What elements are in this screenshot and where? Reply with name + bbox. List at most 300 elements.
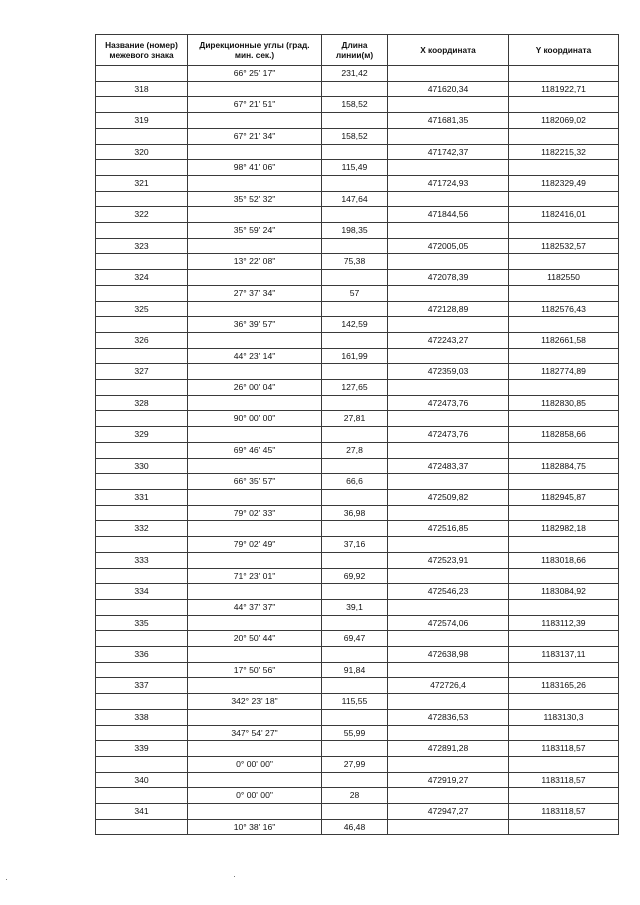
- name-cell: [96, 380, 188, 396]
- angle-cell: [188, 238, 322, 254]
- point-name-cell: 340: [96, 772, 188, 788]
- angle-cell: 69° 46' 45": [188, 442, 322, 458]
- coordinates-table: [95, 34, 619, 835]
- name-cell: [96, 191, 188, 207]
- length-cell: [322, 144, 388, 160]
- angle-cell: [188, 395, 322, 411]
- angle-cell: [188, 772, 322, 788]
- y-cell: [509, 756, 619, 772]
- y-cell: [509, 537, 619, 553]
- x-cell: [388, 348, 509, 364]
- x-cell: 472523,91: [388, 552, 509, 568]
- segment-row: [96, 285, 619, 301]
- y-cell: [509, 694, 619, 710]
- length-cell: [322, 615, 388, 631]
- x-cell: 472243,27: [388, 332, 509, 348]
- angle-cell: [188, 709, 322, 725]
- length-cell: 198,35: [322, 223, 388, 239]
- length-cell: 27,8: [322, 442, 388, 458]
- length-cell: [322, 427, 388, 443]
- length-cell: [322, 238, 388, 254]
- segment-row: [96, 411, 619, 427]
- y-cell: 1183084,92: [509, 584, 619, 600]
- segment-row: [96, 380, 619, 396]
- point-name-cell: 329: [96, 427, 188, 443]
- length-cell: [322, 301, 388, 317]
- length-cell: 115,55: [322, 694, 388, 710]
- name-cell: [96, 694, 188, 710]
- angle-cell: 67° 21' 51": [188, 97, 322, 113]
- length-cell: [322, 81, 388, 97]
- x-cell: 471844,56: [388, 207, 509, 223]
- x-cell: [388, 191, 509, 207]
- x-cell: 472483,37: [388, 458, 509, 474]
- segment-row: [96, 819, 619, 835]
- x-cell: [388, 694, 509, 710]
- x-cell: 472473,76: [388, 395, 509, 411]
- x-cell: 471742,37: [388, 144, 509, 160]
- name-cell: [96, 819, 188, 835]
- name-cell: [96, 662, 188, 678]
- x-cell: [388, 568, 509, 584]
- point-name-cell: 323: [96, 238, 188, 254]
- length-cell: [322, 804, 388, 820]
- segment-row: [96, 788, 619, 804]
- angle-cell: 0° 00' 00": [188, 756, 322, 772]
- length-cell: 39,1: [322, 599, 388, 615]
- y-cell: [509, 348, 619, 364]
- segment-row: [96, 66, 619, 82]
- segment-row: [96, 191, 619, 207]
- x-cell: 472891,28: [388, 741, 509, 757]
- y-cell: 1183118,57: [509, 772, 619, 788]
- point-row: [96, 678, 619, 694]
- name-cell: [96, 317, 188, 333]
- x-cell: [388, 756, 509, 772]
- angle-cell: 66° 35' 57": [188, 474, 322, 490]
- angle-cell: [188, 301, 322, 317]
- y-cell: [509, 285, 619, 301]
- segment-row: [96, 474, 619, 490]
- point-name-cell: 331: [96, 489, 188, 505]
- y-cell: [509, 66, 619, 82]
- length-cell: 69,47: [322, 631, 388, 647]
- header-name: Название (номер) межевого знака: [96, 35, 188, 66]
- length-cell: [322, 521, 388, 537]
- point-row: [96, 332, 619, 348]
- point-row: [96, 207, 619, 223]
- point-name-cell: 339: [96, 741, 188, 757]
- point-row: [96, 584, 619, 600]
- length-cell: 27,99: [322, 756, 388, 772]
- angle-cell: 79° 02' 49": [188, 537, 322, 553]
- name-cell: [96, 285, 188, 301]
- length-cell: 75,38: [322, 254, 388, 270]
- point-row: [96, 364, 619, 380]
- x-cell: 472836,53: [388, 709, 509, 725]
- y-cell: [509, 474, 619, 490]
- x-cell: [388, 505, 509, 521]
- length-cell: [322, 175, 388, 191]
- x-cell: 472005,05: [388, 238, 509, 254]
- angle-cell: [188, 270, 322, 286]
- table-body: [96, 66, 619, 835]
- name-cell: [96, 505, 188, 521]
- segment-row: [96, 694, 619, 710]
- point-name-cell: 333: [96, 552, 188, 568]
- angle-cell: 27° 37' 34": [188, 285, 322, 301]
- x-cell: 472078,39: [388, 270, 509, 286]
- point-name-cell: 326: [96, 332, 188, 348]
- segment-row: [96, 662, 619, 678]
- y-cell: 1182215,32: [509, 144, 619, 160]
- length-cell: [322, 207, 388, 223]
- header-y: Y координата: [509, 35, 619, 66]
- segment-row: [96, 128, 619, 144]
- y-cell: 1183112,39: [509, 615, 619, 631]
- length-cell: 147,64: [322, 191, 388, 207]
- y-cell: [509, 128, 619, 144]
- name-cell: [96, 66, 188, 82]
- y-cell: [509, 788, 619, 804]
- name-cell: [96, 128, 188, 144]
- angle-cell: 20° 50' 44": [188, 631, 322, 647]
- length-cell: [322, 772, 388, 788]
- length-cell: [322, 270, 388, 286]
- segment-row: [96, 725, 619, 741]
- x-cell: [388, 442, 509, 458]
- segment-row: [96, 317, 619, 333]
- y-cell: 1183165,26: [509, 678, 619, 694]
- length-cell: [322, 584, 388, 600]
- y-cell: 1182069,02: [509, 113, 619, 129]
- segment-row: [96, 442, 619, 458]
- x-cell: [388, 317, 509, 333]
- point-name-cell: 325: [96, 301, 188, 317]
- point-row: [96, 144, 619, 160]
- x-cell: 471620,34: [388, 81, 509, 97]
- angle-cell: 342° 23' 18": [188, 694, 322, 710]
- angle-cell: 67° 21' 34": [188, 128, 322, 144]
- x-cell: 472546,23: [388, 584, 509, 600]
- x-cell: [388, 66, 509, 82]
- angle-cell: [188, 427, 322, 443]
- length-cell: [322, 709, 388, 725]
- segment-row: [96, 97, 619, 113]
- angle-cell: 98° 41' 06": [188, 160, 322, 176]
- length-cell: 66,6: [322, 474, 388, 490]
- y-cell: [509, 599, 619, 615]
- y-cell: 1182550: [509, 270, 619, 286]
- length-cell: [322, 113, 388, 129]
- length-cell: 161,99: [322, 348, 388, 364]
- angle-cell: [188, 584, 322, 600]
- point-name-cell: 320: [96, 144, 188, 160]
- point-row: [96, 301, 619, 317]
- y-cell: 1182416,01: [509, 207, 619, 223]
- angle-cell: [188, 207, 322, 223]
- point-row: [96, 615, 619, 631]
- y-cell: [509, 411, 619, 427]
- x-cell: 472473,76: [388, 427, 509, 443]
- x-cell: [388, 725, 509, 741]
- angle-cell: [188, 489, 322, 505]
- angle-cell: [188, 552, 322, 568]
- point-name-cell: 322: [96, 207, 188, 223]
- x-cell: [388, 631, 509, 647]
- y-cell: 1183118,57: [509, 741, 619, 757]
- y-cell: 1183018,66: [509, 552, 619, 568]
- point-name-cell: 336: [96, 647, 188, 663]
- point-name-cell: 337: [96, 678, 188, 694]
- segment-row: [96, 756, 619, 772]
- x-cell: 472128,89: [388, 301, 509, 317]
- name-cell: [96, 411, 188, 427]
- length-cell: 28: [322, 788, 388, 804]
- angle-cell: [188, 615, 322, 631]
- angle-cell: 17° 50' 56": [188, 662, 322, 678]
- point-name-cell: 319: [96, 113, 188, 129]
- angle-cell: 0° 00' 00": [188, 788, 322, 804]
- length-cell: 158,52: [322, 128, 388, 144]
- angle-cell: 35° 52' 32": [188, 191, 322, 207]
- length-cell: [322, 395, 388, 411]
- point-name-cell: 328: [96, 395, 188, 411]
- point-name-cell: 332: [96, 521, 188, 537]
- angle-cell: [188, 647, 322, 663]
- length-cell: [322, 489, 388, 505]
- name-cell: [96, 725, 188, 741]
- scan-speck: [6, 879, 7, 880]
- scan-speck: [234, 876, 235, 877]
- name-cell: [96, 599, 188, 615]
- angle-cell: [188, 332, 322, 348]
- x-cell: [388, 662, 509, 678]
- y-cell: [509, 160, 619, 176]
- segment-row: [96, 599, 619, 615]
- length-cell: 55,99: [322, 725, 388, 741]
- y-cell: 1182329,49: [509, 175, 619, 191]
- y-cell: 1182858,66: [509, 427, 619, 443]
- y-cell: 1182884,75: [509, 458, 619, 474]
- x-cell: [388, 788, 509, 804]
- y-cell: [509, 819, 619, 835]
- y-cell: 1183118,57: [509, 804, 619, 820]
- point-name-cell: 335: [96, 615, 188, 631]
- point-row: [96, 552, 619, 568]
- segment-row: [96, 537, 619, 553]
- y-cell: [509, 505, 619, 521]
- length-cell: [322, 647, 388, 663]
- point-row: [96, 521, 619, 537]
- point-row: [96, 395, 619, 411]
- angle-cell: [188, 175, 322, 191]
- x-cell: 472638,98: [388, 647, 509, 663]
- x-cell: [388, 474, 509, 490]
- y-cell: [509, 191, 619, 207]
- name-cell: [96, 348, 188, 364]
- segment-row: [96, 631, 619, 647]
- length-cell: [322, 678, 388, 694]
- length-cell: 69,92: [322, 568, 388, 584]
- angle-cell: 71° 23' 01": [188, 568, 322, 584]
- y-cell: [509, 380, 619, 396]
- angle-cell: [188, 678, 322, 694]
- y-cell: [509, 568, 619, 584]
- name-cell: [96, 97, 188, 113]
- y-cell: 1182532,57: [509, 238, 619, 254]
- y-cell: [509, 97, 619, 113]
- name-cell: [96, 788, 188, 804]
- x-cell: 472574,06: [388, 615, 509, 631]
- point-row: [96, 427, 619, 443]
- angle-cell: 44° 23' 14": [188, 348, 322, 364]
- length-cell: 158,52: [322, 97, 388, 113]
- x-cell: [388, 97, 509, 113]
- x-cell: 471681,35: [388, 113, 509, 129]
- y-cell: 1182774,89: [509, 364, 619, 380]
- angle-cell: [188, 804, 322, 820]
- length-cell: 27,81: [322, 411, 388, 427]
- name-cell: [96, 254, 188, 270]
- angle-cell: 36° 39' 57": [188, 317, 322, 333]
- angle-cell: [188, 458, 322, 474]
- length-cell: [322, 364, 388, 380]
- x-cell: 472947,27: [388, 804, 509, 820]
- angle-cell: [188, 741, 322, 757]
- header-x: X координата: [388, 35, 509, 66]
- segment-row: [96, 254, 619, 270]
- table-header-row: [96, 35, 619, 66]
- x-cell: [388, 160, 509, 176]
- x-cell: [388, 380, 509, 396]
- y-cell: 1182576,43: [509, 301, 619, 317]
- length-cell: 46,48: [322, 819, 388, 835]
- y-cell: [509, 725, 619, 741]
- length-cell: 115,49: [322, 160, 388, 176]
- point-name-cell: 341: [96, 804, 188, 820]
- point-row: [96, 647, 619, 663]
- x-cell: [388, 285, 509, 301]
- angle-cell: 10° 38' 16": [188, 819, 322, 835]
- header-length: Длина линии(м): [322, 35, 388, 66]
- point-row: [96, 772, 619, 788]
- angle-cell: [188, 521, 322, 537]
- point-row: [96, 709, 619, 725]
- angle-cell: 44° 37' 37": [188, 599, 322, 615]
- point-row: [96, 175, 619, 191]
- y-cell: 1182982,18: [509, 521, 619, 537]
- angle-cell: [188, 364, 322, 380]
- x-cell: [388, 254, 509, 270]
- angle-cell: [188, 81, 322, 97]
- point-row: [96, 238, 619, 254]
- y-cell: 1183137,11: [509, 647, 619, 663]
- angle-cell: [188, 113, 322, 129]
- angle-cell: 13° 22' 08": [188, 254, 322, 270]
- point-name-cell: 321: [96, 175, 188, 191]
- angle-cell: [188, 144, 322, 160]
- x-cell: [388, 819, 509, 835]
- point-row: [96, 270, 619, 286]
- x-cell: 471724,93: [388, 175, 509, 191]
- y-cell: 1182661,58: [509, 332, 619, 348]
- y-cell: [509, 631, 619, 647]
- x-cell: [388, 411, 509, 427]
- point-name-cell: 338: [96, 709, 188, 725]
- segment-row: [96, 348, 619, 364]
- y-cell: [509, 223, 619, 239]
- length-cell: [322, 458, 388, 474]
- point-row: [96, 804, 619, 820]
- point-name-cell: 324: [96, 270, 188, 286]
- x-cell: [388, 128, 509, 144]
- point-row: [96, 741, 619, 757]
- header-angles: Дирекционные углы (град. мин. сек.): [188, 35, 322, 66]
- length-cell: 37,16: [322, 537, 388, 553]
- name-cell: [96, 223, 188, 239]
- point-row: [96, 458, 619, 474]
- length-cell: 57: [322, 285, 388, 301]
- point-row: [96, 489, 619, 505]
- y-cell: [509, 317, 619, 333]
- y-cell: 1181922,71: [509, 81, 619, 97]
- x-cell: 472919,27: [388, 772, 509, 788]
- length-cell: 231,42: [322, 66, 388, 82]
- x-cell: 472509,82: [388, 489, 509, 505]
- point-row: [96, 113, 619, 129]
- y-cell: 1182830,85: [509, 395, 619, 411]
- segment-row: [96, 223, 619, 239]
- length-cell: 36,98: [322, 505, 388, 521]
- length-cell: 127,65: [322, 380, 388, 396]
- name-cell: [96, 756, 188, 772]
- angle-cell: 66° 25' 17": [188, 66, 322, 82]
- name-cell: [96, 474, 188, 490]
- angle-cell: 26° 00' 04": [188, 380, 322, 396]
- y-cell: 1183130,3: [509, 709, 619, 725]
- point-name-cell: 318: [96, 81, 188, 97]
- angle-cell: 90° 00' 00": [188, 411, 322, 427]
- name-cell: [96, 537, 188, 553]
- y-cell: [509, 254, 619, 270]
- segment-row: [96, 505, 619, 521]
- y-cell: 1182945,87: [509, 489, 619, 505]
- segment-row: [96, 568, 619, 584]
- y-cell: [509, 442, 619, 458]
- point-name-cell: 327: [96, 364, 188, 380]
- x-cell: 472359,03: [388, 364, 509, 380]
- x-cell: 472726,4: [388, 678, 509, 694]
- segment-row: [96, 160, 619, 176]
- name-cell: [96, 568, 188, 584]
- x-cell: [388, 599, 509, 615]
- name-cell: [96, 631, 188, 647]
- length-cell: 91,84: [322, 662, 388, 678]
- angle-cell: 35° 59' 24": [188, 223, 322, 239]
- point-name-cell: 334: [96, 584, 188, 600]
- length-cell: [322, 552, 388, 568]
- angle-cell: 79° 02' 33": [188, 505, 322, 521]
- x-cell: 472516,85: [388, 521, 509, 537]
- name-cell: [96, 442, 188, 458]
- point-row: [96, 81, 619, 97]
- point-name-cell: 330: [96, 458, 188, 474]
- x-cell: [388, 223, 509, 239]
- length-cell: [322, 741, 388, 757]
- length-cell: [322, 332, 388, 348]
- y-cell: [509, 662, 619, 678]
